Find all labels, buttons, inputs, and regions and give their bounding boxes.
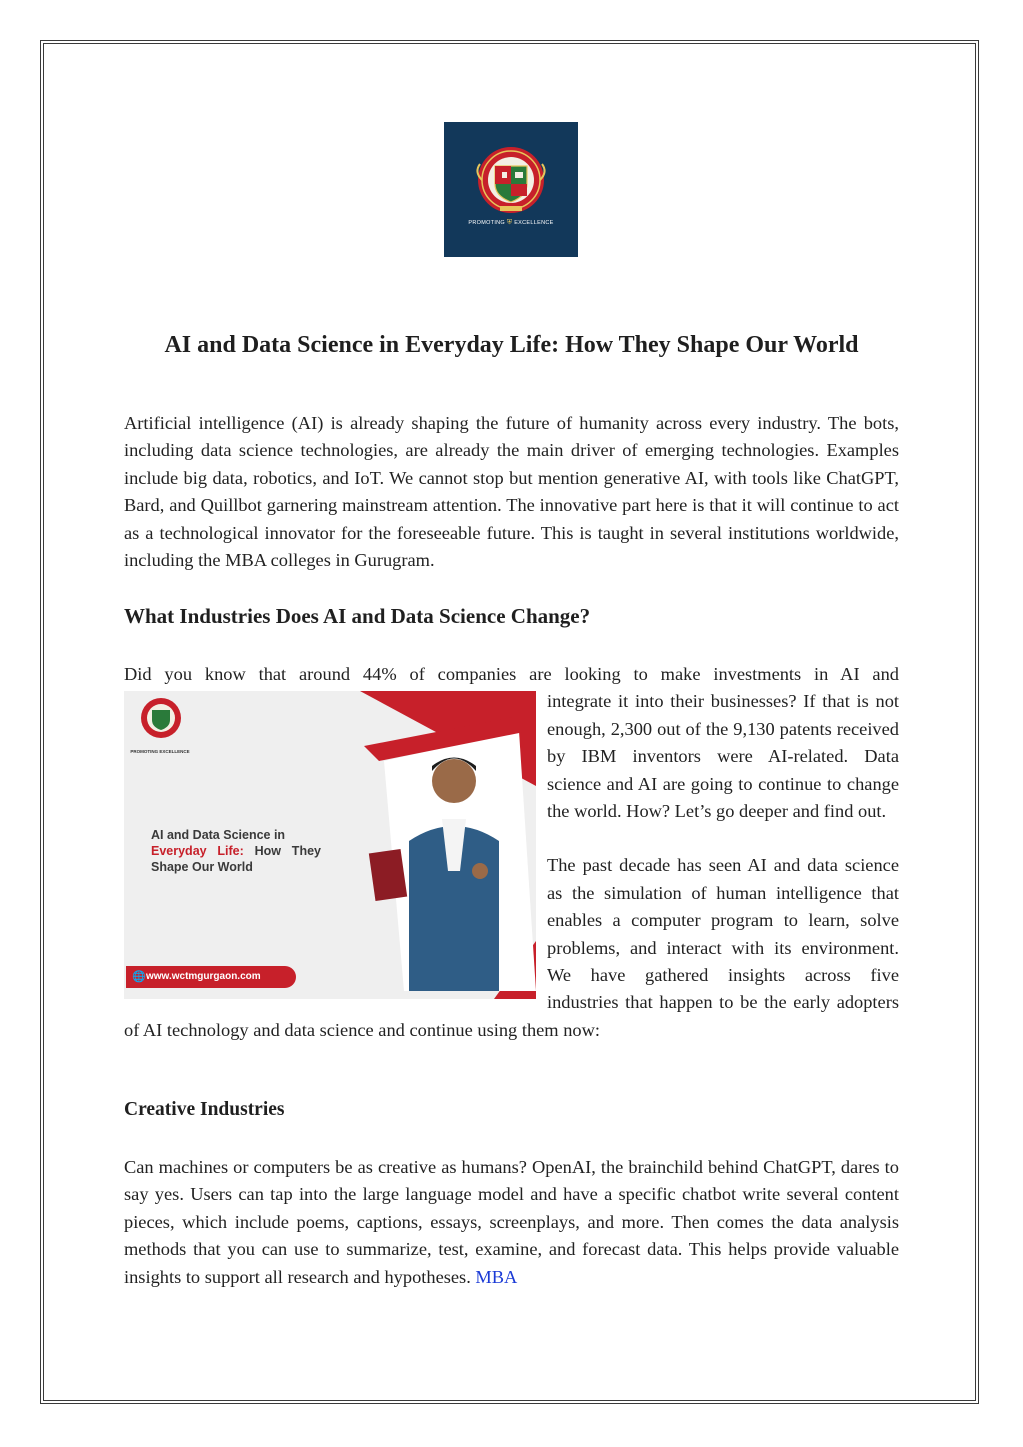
banner-url-text: www.wctmgurgaon.com	[146, 971, 261, 983]
intro-paragraph: Artificial intelligence (AI) is already shaping the future of humanity across every industry. The bots, including data science technologies, are already the main driver of emerging technologies. Examples include big data, robotics, and IoT. We cannot stop but mention generative AI, with tools like ChatGPT, Bard, and Quillbot garnering mainstream attention. The innovative part here is that it will continue to act as a technological innovator for the foreseeable future. This is taught in several institutions worldwide, including the MBA colleges in Gurugram.	[124, 413, 899, 571]
mba-link[interactable]: MBA	[475, 1266, 518, 1287]
section-heading-creative: Creative Industries	[124, 1099, 285, 1120]
logo-tagline-right: EXCELLENCE	[514, 220, 554, 226]
creative-industries-paragraph	[124, 1154, 899, 1291]
para1-first-line: Did you know that around 44% of companies are looking to make investments in AI and	[124, 664, 899, 684]
banner-headline	[151, 827, 321, 875]
banner-url-pill	[126, 966, 296, 988]
page-title: AI and Data Science in Everyday Life: How They Shape Our World	[164, 332, 859, 358]
section-industries-para2-text: The past decade has seen AI and data science as the simulation of human intelligence that enables a computer program to learn, solve problems, and interact with its environment. We have gathered insights across five industries that happen to be the early adopters of AI technology and data science and continue using them now:	[124, 855, 899, 1040]
shield-icon: ⛨	[506, 219, 513, 226]
logo-tagline	[444, 219, 578, 227]
creative-industries-text: Can machines or computers be as creative as humans? OpenAI, the brainchild behind ChatGPT, dares to say yes. Users can tap into the large language model and have a specific chatbot write several content pieces, which include poems, captions, essays, screenplays, and more. Then comes the data analysis methods that you can use to summarize, test, examine, and forecast data. This helps provide valuable insights to support all research and hypotheses.	[124, 1157, 899, 1287]
college-crest-icon	[444, 122, 578, 257]
article-banner-image	[124, 691, 536, 999]
section-industries-content	[124, 661, 899, 1044]
para1-flow	[124, 661, 899, 1044]
para1-rest: integrate it into their businesses? If that is not enough, 2,300 out of the 9,130 patents received by IBM inventors were AI-related. Data science and AI are going to continue to change the world. How? Let’s go deeper and find out.	[547, 691, 899, 822]
globe-icon: 🌐	[132, 971, 146, 984]
section-heading-industries: What Industries Does AI and Data Science Change?	[124, 604, 591, 628]
banner-logo-tag: PROMOTING EXCELLENCE	[130, 749, 190, 755]
banner-headline-line1: AI and Data Science in	[151, 828, 286, 843]
banner-headline-accent: Everyday Life:	[151, 844, 244, 859]
banner-crest-icon	[126, 696, 196, 741]
college-logo	[444, 122, 578, 257]
logo-tagline-left: PROMOTING	[468, 220, 505, 226]
banner-headline-rest: How They Shape Our World	[151, 844, 321, 875]
